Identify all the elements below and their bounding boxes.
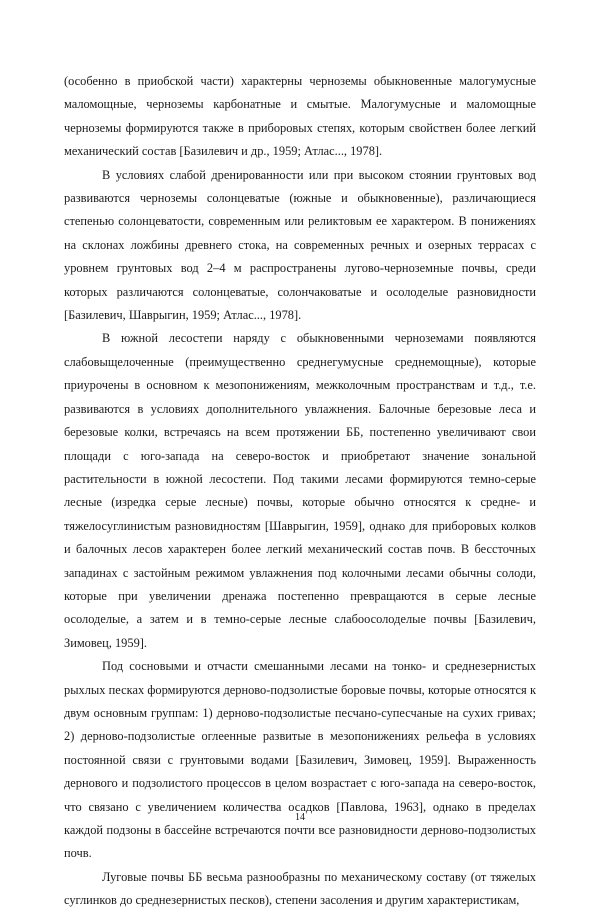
- body-text: [64, 70, 536, 913]
- paragraph-5: Луговые почвы ББ весьма разнообразны по механическому составу (от тяжелых суглинков до среднезернистых песков), степени засоления и другим характеристикам,: [64, 869, 536, 908]
- paragraph-3: В южной лесостепи наряду с обыкновенными черноземами появляются слабовыщелоченные (преимущественно среднегумусные среднемощные), которые приурочены в основном к мезопонижениям, межколочным пространствам и т.д., т.е. развиваются в условиях дополнительного увлажнения. Балочные березовые леса и березовые колки, встречаясь на всем протяжении ББ, постепенно увеличивают свои площади с юго-запада на северо-восток и приобретают значение зональной растительности в южной лесостепи. Под такими лесами формируются темно-серые лесные (изредка серые лесные) почвы, которые обычно относятся к средне- и тяжелосуглинистым разновидностям [Шаврыгин, 1959], однако для приборовых колков и балочных лесов характерен более легкий механический состав почв. В бессточных западинах с застойным режимом увлажнения под колочными лесами обычны солоди, которые при увеличении дренажа постепенно превращаются в серые лесные осолоделые, а затем и в темно-серые лесные слабоосолоделые почвы [Базилевич, Зимовец, 1959].: [64, 331, 536, 650]
- paragraph-2: В условиях слабой дренированности или при высоком стоянии грунтовых вод развиваются черноземы солонцеватые (южные и обыкновенные), различающиеся степенью солонцеватости, современным или реликтовым ее характером. В понижениях на склонах ложбины древнего стока, на современных речных и озерных террасах с уровнем грунтовых вод 2–4 м распространены лугово-черноземные почвы, среди которых различаются солонцеватые, солончаковатые и осолоделые разновидности [Базилевич, Шаврыгин, 1959; Атлас..., 1978].: [64, 167, 536, 323]
- paragraph-4: Под сосновыми и отчасти смешанными лесами на тонко- и среднезернистых рыхлых песках формируются дерново-подзолистые боровые почвы, которые относятся к двум основным группам: 1) дерново-подзолистые песчано-супесчаные на сухих гривах; 2) дерново-подзолистые оглеенные развитые в мезопонижениях рельефа в условиях постоянной связи с грунтовыми водами [Базилевич, Зимовец, 1959]. Выраженность дернового и подзолистого процессов в целом возрастает с юго-запада на северо-восток, что связано с увеличением количества осадков [Павлова, 1963], однако в пределах каждой подзоны в бассейне встречаются почти все разновидности дерново-подзолистых почв.: [64, 659, 536, 861]
- page-number: 14: [295, 812, 305, 823]
- paragraph-1: (особенно в приобской части) характерны черноземы обыкновенные малогумусные маломощные, черноземы карбонатные и смытые. Малогумусные и маломощные черноземы формируются также в приборовых степях, которым свойствен более легкий механический состав [Базилевич и др., 1959; Атлас..., 1978].: [64, 74, 536, 159]
